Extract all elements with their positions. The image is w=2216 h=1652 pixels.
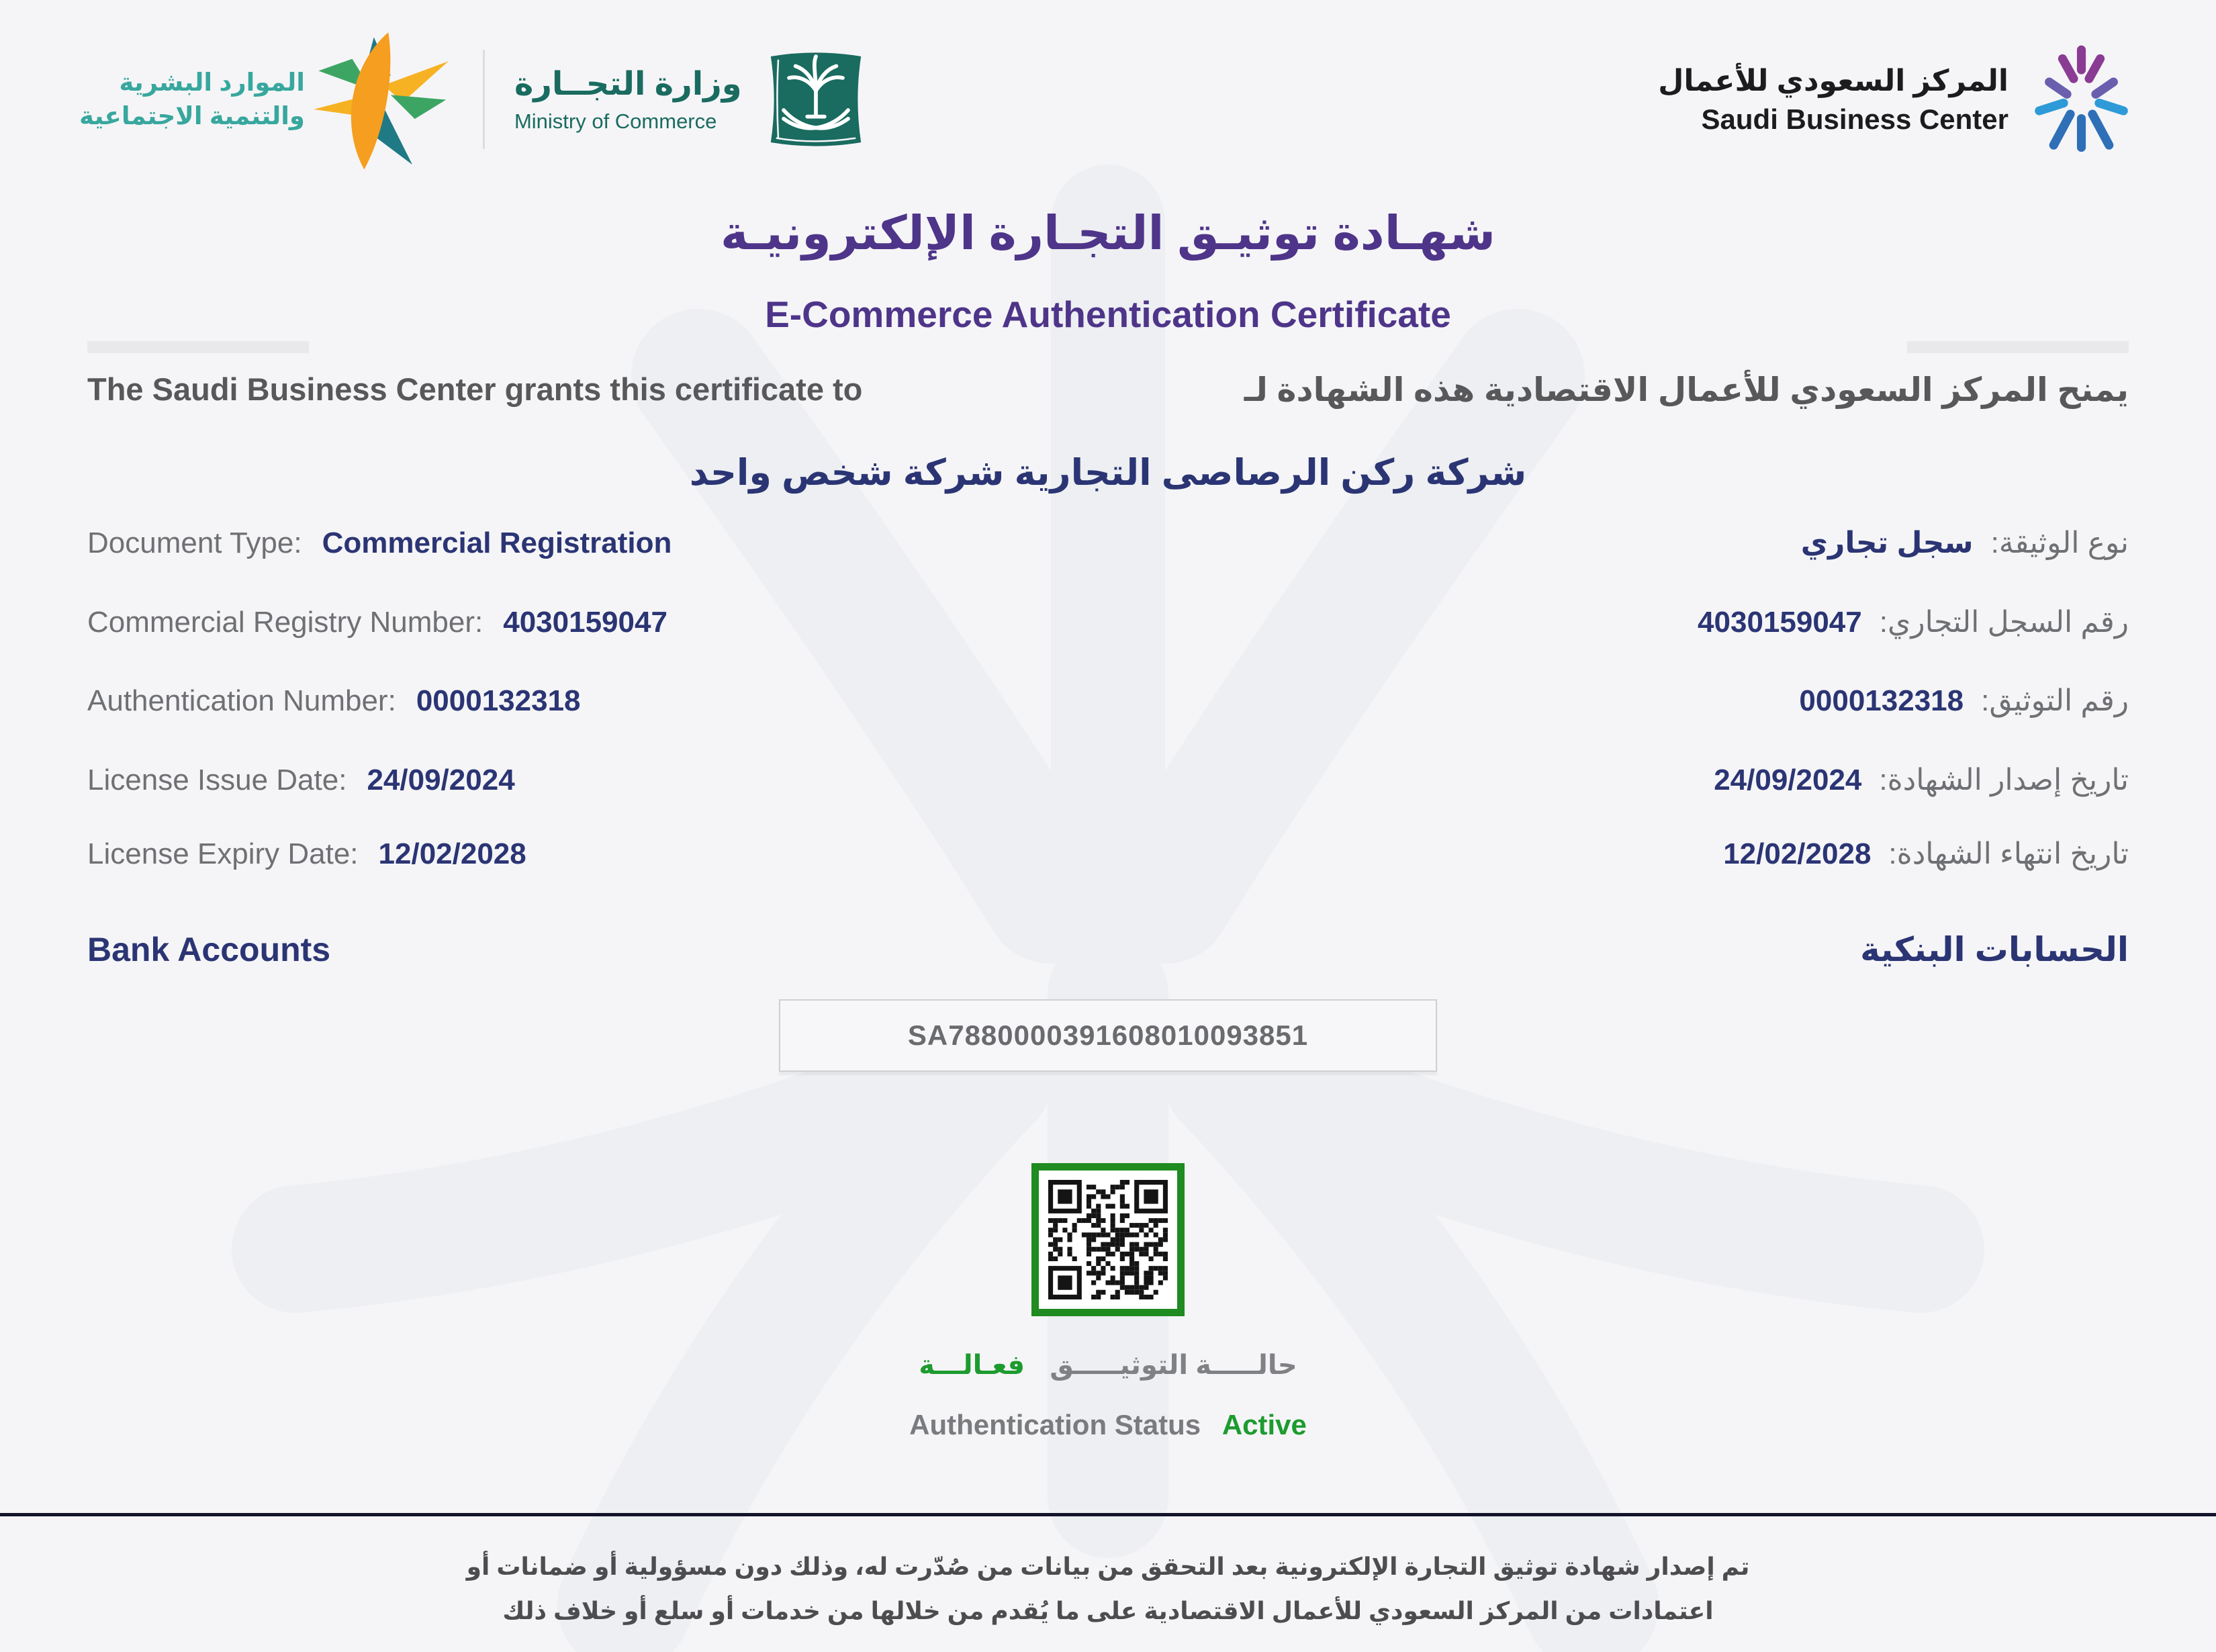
bank-accounts-heading-row	[87, 930, 2129, 969]
field-label: Authentication Number:	[87, 684, 396, 717]
field-en	[87, 684, 581, 718]
field-en	[87, 526, 672, 560]
sbc-name-english: Saudi Business Center	[1701, 103, 2009, 135]
hr-ministry-starburst-icon	[309, 28, 453, 172]
qr-code	[1031, 1163, 1185, 1316]
logo-divider	[483, 50, 485, 149]
field-label: License Expiry Date:	[87, 837, 359, 870]
authentication-status-english	[0, 1409, 2216, 1441]
sbc-name	[1658, 64, 2009, 136]
field-en	[87, 837, 526, 871]
field-value: 24/09/2024	[367, 764, 515, 796]
grant-text-english: The Saudi Business Center grants this certificate to	[87, 371, 863, 407]
moc-name-english: Ministry of Commerce	[514, 109, 717, 133]
field-value: 12/02/2028	[1723, 837, 1872, 870]
divider-bar-right	[1907, 341, 2129, 353]
field-en	[87, 606, 667, 639]
sbc-starburst-icon	[2026, 44, 2137, 155]
field-row-authentication-number	[87, 684, 2129, 718]
hr-ministry-name	[79, 66, 305, 133]
field-ar	[1801, 526, 2129, 560]
hr-ministry-name-line1: الموارد البشرية	[119, 68, 305, 97]
field-value: 12/02/2028	[378, 837, 526, 870]
status-label-english: Authentication Status	[909, 1409, 1201, 1440]
field-ar	[1698, 605, 2129, 639]
certificate-title-arabic: شهـادة توثيـق التجـارة الإلكترونيـة	[720, 207, 1495, 259]
divider-bar-left	[87, 341, 309, 353]
field-label: Document Type:	[87, 526, 302, 559]
field-value: سجل تجاري	[1800, 526, 1974, 559]
iban-value: SA7880000391608010093851	[907, 1019, 1309, 1051]
moc-name-arabic: وزارة التجــارة	[514, 66, 742, 102]
field-label: نوع الوثيقة:	[1990, 526, 2129, 559]
ministry-of-commerce-logo	[514, 42, 870, 157]
government-logos	[79, 28, 870, 172]
field-label: License Issue Date:	[87, 764, 347, 796]
field-label: رقم التوثيق:	[1981, 684, 2129, 717]
sbc-name-arabic: المركز السعودي للأعمال	[1658, 64, 2009, 97]
company-name: شركة ركن الرصاصى التجارية شركة شخص واحد	[689, 453, 1527, 493]
field-row-registry-number	[87, 605, 2129, 639]
ministry-of-commerce-name	[514, 65, 742, 134]
bank-accounts-heading-arabic: الحسابات البنكية	[1860, 931, 2129, 968]
bank-accounts-heading-english: Bank Accounts	[87, 931, 331, 968]
field-value: 4030159047	[503, 606, 667, 639]
field-value: 4030159047	[1698, 606, 1862, 639]
field-label: تاريخ انتهاء الشهادة:	[1888, 837, 2129, 870]
status-value-english: Active	[1221, 1409, 1307, 1440]
field-row-document-type	[87, 526, 2129, 560]
field-value: 24/09/2024	[1714, 764, 1862, 796]
qr-pattern-icon	[1048, 1180, 1168, 1299]
field-value: 0000132318	[416, 684, 581, 717]
footer-disclaimer-line2: اعتمادات من المركز السعودي للأعمال الاقتصادية على ما يُقدم من خلالها من خدمات أو سلع أو خلاف ذلك	[502, 1597, 1714, 1624]
header	[79, 39, 2137, 160]
field-value: 0000132318	[1799, 684, 1964, 717]
footer-divider-line	[0, 1513, 2216, 1516]
saudi-business-center-logo	[1658, 44, 2137, 155]
field-ar	[1714, 763, 2129, 797]
iban-box	[779, 999, 1437, 1072]
grant-row	[87, 371, 2129, 409]
status-value-arabic: فعـالـــة	[919, 1350, 1025, 1380]
field-value: Commercial Registration	[322, 526, 672, 559]
field-row-expiry-date	[87, 837, 2129, 871]
field-en	[87, 764, 515, 797]
field-label: Commercial Registry Number:	[87, 606, 483, 639]
certificate-title-english: E-Commerce Authentication Certificate	[765, 293, 1451, 335]
hr-ministry-name-line2: والتنمية الاجتماعية	[79, 102, 305, 130]
status-label-arabic: حالـــــة التوثيـــــق	[1050, 1350, 1297, 1380]
footer-disclaimer-line1: تم إصدار شهادة توثيق التجارة الإلكترونية بعد التحقق من بيانات من صُدّرت له، وذلك دون مسؤولية أو ضمانات أو	[466, 1553, 1750, 1580]
field-ar	[1799, 684, 2129, 718]
field-row-issue-date	[87, 763, 2129, 797]
field-label: تاريخ إصدار الشهادة:	[1879, 764, 2129, 796]
authentication-status-arabic	[0, 1350, 2216, 1381]
field-ar	[1723, 837, 2129, 871]
grant-text-arabic: يمنح المركز السعودي للأعمال الاقتصادية هذه الشهادة لـ	[1244, 372, 2129, 408]
moc-emblem-icon	[762, 42, 870, 157]
field-label: رقم السجل التجاري:	[1879, 606, 2129, 639]
hr-ministry-logo	[79, 28, 453, 172]
